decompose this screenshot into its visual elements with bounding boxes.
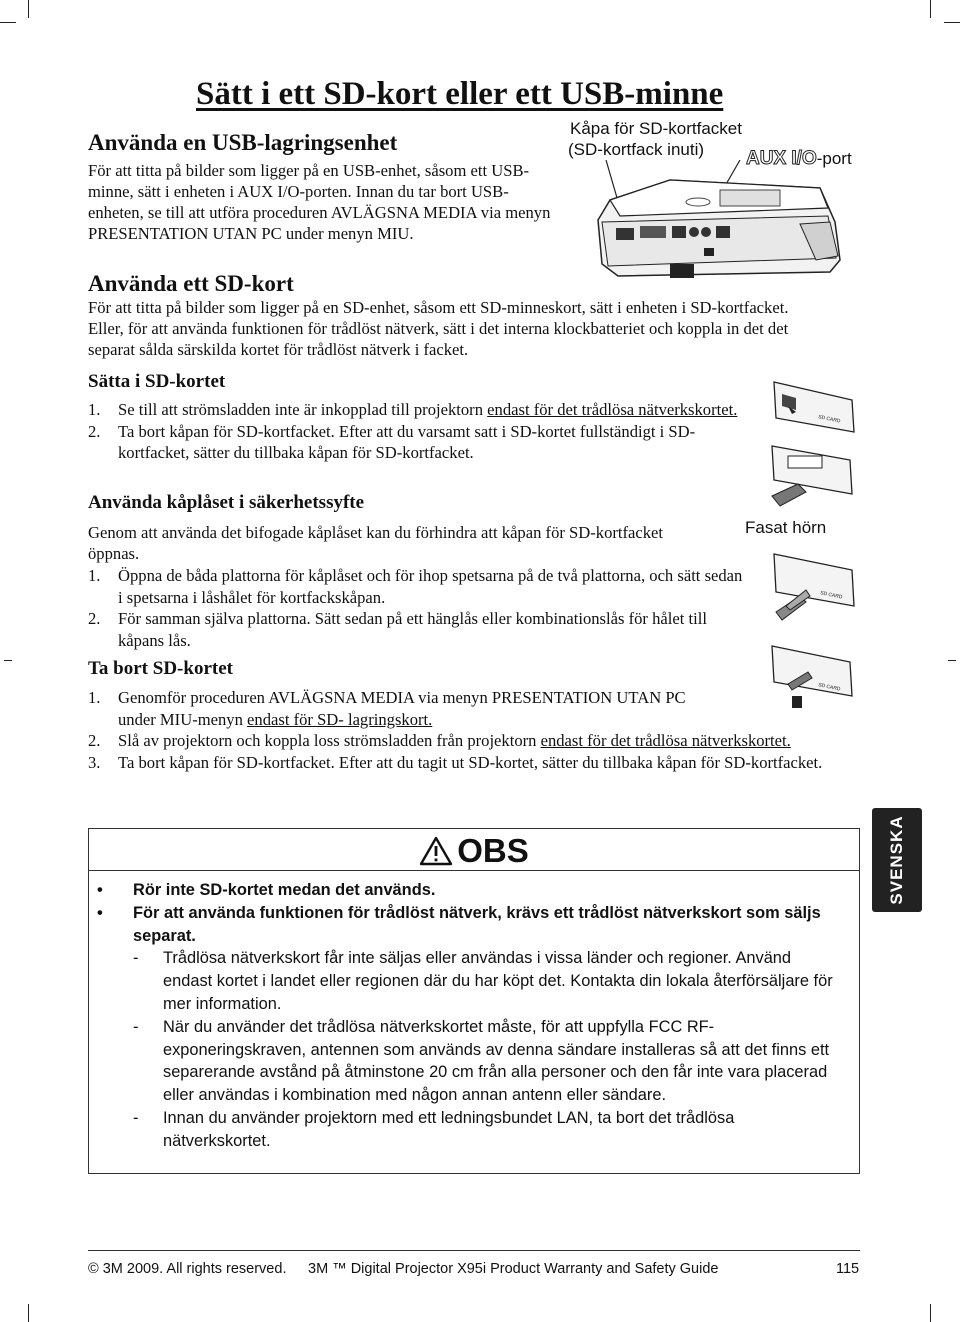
aux-port-name: AUX I/O (746, 148, 817, 169)
remove-heading: Ta bort SD-kortet (88, 658, 233, 679)
bullet-text: För att använda funktionen för trådlöst nätverk, krävs ett trådlöst nätverkskort som säljs separat. (133, 903, 821, 945)
obs-bullet (89, 902, 839, 948)
sub-text: Trådlösa nätverkskort får inte säljas eller användas i vissa länder och regioner. Använd endast kortet i landet eller regionen där du har köpt det. Kontakta din lokala återförsäljare för mer information. (163, 949, 833, 1013)
insert-heading: Sätta i SD-kortet (88, 371, 226, 392)
obs-body (89, 879, 839, 1153)
step-text: För samman själva plattorna. Sätt sedan på ett hänglås eller kombinationslås för hålet till kåpans lås. (118, 609, 707, 650)
usb-line: För att titta på bilder som ligger på en USB-enhet, såsom ett USB- (88, 161, 530, 180)
step-text: Genomför proceduren AVLÄGSNA MEDIA via menyn PRESENTATION UTAN PC under MIU-menyn (118, 688, 686, 729)
remove-steps (88, 687, 710, 730)
port (616, 228, 634, 240)
power-socket (670, 264, 694, 278)
crop-mark (0, 22, 16, 23)
obs-notice-box (88, 828, 860, 1174)
sd-card-label: SD CARD (817, 682, 841, 693)
sd-slot-open (772, 446, 852, 494)
step-text: Ta bort kåpan för SD-kortfacket. Efter att du varsamt satt i SD-kortet fullständigt i SD-kortfacket, sätter du tillbaka kåpan för SD-kortfacket. (118, 421, 696, 462)
footer-copyright: © 3M 2009. All rights reserved. (88, 1261, 287, 1277)
step-link[interactable]: endast för SD- lagringskort. (247, 709, 433, 729)
knob (686, 198, 710, 206)
step-number: 2. (88, 609, 101, 628)
usb-line: minne, sätt i enheten i AUX I/O-porten. Innan du tar bort USB- (88, 182, 509, 201)
usb-line: PRESENTATION UTAN PC under menyn MIU. (88, 224, 414, 243)
remove-step (88, 752, 860, 774)
step-number: 2. (88, 421, 101, 441)
sd-heading: Använda ett SD-kort (88, 271, 294, 296)
sd-card-label: SD CARD (819, 590, 843, 601)
aux-port (704, 248, 714, 256)
footer-page-number: 115 (836, 1261, 860, 1277)
insert-steps (88, 399, 748, 464)
sd-line: Eller, för att använda funktionen för trådlöst nätverk, sätt i det interna klockbatteriet och koppla in det det (88, 319, 789, 338)
obs-header (89, 829, 859, 871)
sd-cover-sublabel: (SD-kortfack inuti) (568, 140, 705, 159)
aux-port-suffix: -port (816, 149, 852, 168)
usb-heading: Använda en USB-lagringsenhet (88, 130, 398, 155)
lock-intro: Genom att använda det bifogade kåplåset kan du förhindra att kåpan för SD-kortfacket öppnas. (88, 523, 664, 563)
crop-mark (944, 22, 960, 23)
footer-product: 3M ™ Digital Projector X95i Product Warranty and Safety Guide (308, 1261, 719, 1277)
dash-symbol: - (133, 949, 139, 968)
sd-line: För att titta på bilder som ligger på en SD-enhet, såsom ett SD-minneskort, sätt i enheten i SD-kortfacket. (88, 298, 789, 317)
bullet-symbol: • (97, 903, 103, 922)
obs-sub-item (89, 1016, 839, 1107)
remove-steps-cont (88, 730, 860, 773)
step-link[interactable]: endast för det trådlösa nätverkskortet. (487, 400, 738, 419)
cover-lock-illustration (762, 548, 862, 718)
lock-heading: Använda kåplåset i säkerhetssyfte (88, 492, 365, 513)
remove-step (88, 687, 710, 730)
remove-step (88, 730, 860, 752)
sd-card-label: SD CARD (817, 414, 841, 425)
obs-sub-item (89, 1107, 839, 1153)
crop-mark (4, 660, 12, 661)
sd-paragraph (88, 297, 858, 360)
port (640, 226, 666, 238)
sd-card-slot (788, 456, 822, 468)
port (701, 227, 711, 237)
projector-illustration (590, 160, 850, 284)
bevel-corner-label: Fasat hörn (745, 518, 827, 537)
lock-step (88, 565, 748, 608)
crop-mark (28, 0, 29, 18)
sd-cover-label: Kåpa för SD-kortfacket (570, 119, 742, 138)
obs-sub-item (89, 947, 839, 1015)
obs-title: OBS (457, 832, 529, 869)
usb-line: enheten, se till att utföra proceduren AVLÄGSNA MEDIA via menyn (88, 203, 551, 222)
footer-divider (88, 1250, 860, 1251)
step-number: 1. (88, 400, 101, 419)
vent (720, 190, 780, 206)
dash-symbol: - (133, 1108, 139, 1127)
step-text: Ta bort kåpan för SD-kortfacket. Efter att du tagit ut SD-kortet, sätter du tillbaka kåpan för SD-kortfacket. (118, 752, 823, 772)
sd-insert-illustration (762, 372, 862, 512)
step-number: 3. (88, 752, 101, 772)
step-number: 2. (88, 731, 101, 750)
padlock-icon (792, 696, 802, 708)
step-text: Öppna de båda plattorna för kåplåset och för ihop spetsarna på de två plattorna, och sätt sedan i spetsarna i låshålet för kortfackskåpan. (118, 566, 743, 607)
usb-paragraph (88, 160, 588, 244)
port (689, 227, 699, 237)
crop-mark (28, 1304, 29, 1322)
insert-step (88, 399, 748, 421)
port (716, 226, 730, 238)
sub-text: När du använder det trådlösa nätverkskortet måste, för att uppfylla FCC RF-exponeringskraven, antennen som används av denna sändare installeras så att det finns ett separerande avstånd på åtminstone 20 cm från alla personer och den får inte vara placerad eller användas i kombination med någon annan antenn eller sändare. (163, 1017, 830, 1105)
sd-card (772, 484, 806, 506)
step-text: Se till att strömsladden inte är inkopplad till projektorn (118, 400, 488, 419)
warning-icon (419, 836, 453, 866)
dash-symbol: - (133, 1017, 139, 1036)
bullet-symbol: • (97, 881, 103, 899)
obs-title-wrap (419, 829, 529, 872)
port (672, 226, 686, 238)
lock-step (88, 608, 748, 651)
sub-text: Innan du använder projektorn med ett ledningsbundet LAN, ta bort det trådlösa nätverkskortet. (163, 1108, 735, 1150)
step-number: 1. (88, 688, 101, 707)
sd-line: separat sålda särskilda kortet för trådlöst nätverk i facket. (88, 340, 469, 359)
crop-mark (948, 660, 956, 661)
obs-bullet (89, 879, 839, 902)
step-text: Slå av projektorn och koppla loss strömsladden från projektorn (118, 731, 541, 750)
lock-steps (88, 565, 748, 651)
bullet-text: Rör inte SD-kortet medan det används. (133, 881, 436, 899)
step-link[interactable]: endast för det trådlösa nätverkskortet. (540, 731, 791, 750)
crop-mark (930, 0, 931, 18)
language-tab-label: SVENSKA (887, 815, 906, 905)
language-tab (872, 808, 922, 912)
insert-step (88, 421, 748, 464)
page-title: Sätt i ett SD-kort eller ett USB-minne (196, 76, 724, 112)
crop-mark (930, 1304, 931, 1322)
step-number: 1. (88, 566, 101, 585)
